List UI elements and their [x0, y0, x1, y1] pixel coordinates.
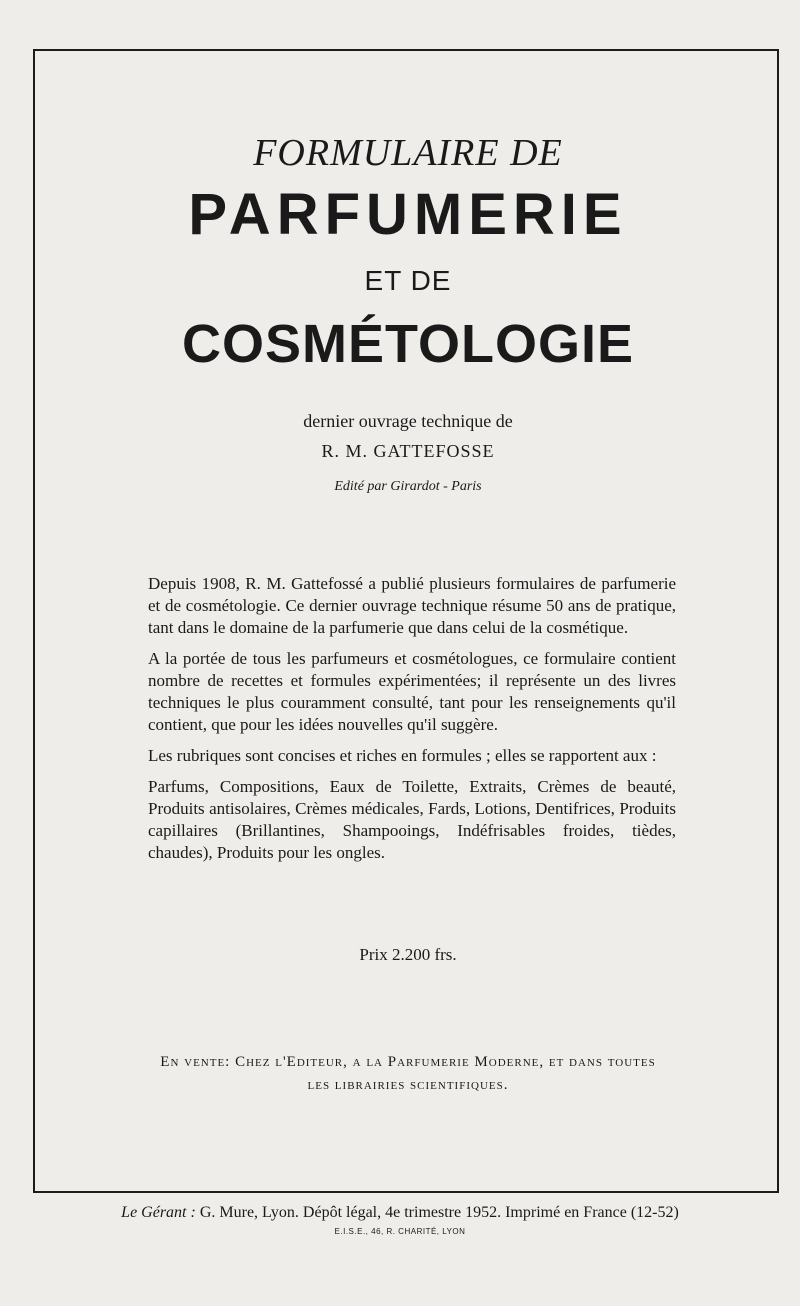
footer-text: G. Mure, Lyon. Dépôt légal, 4e trimestre 1952. Imprimé en France (12-52): [199, 1204, 679, 1221]
sale-notice: [95, 1051, 721, 1097]
title-line-2: PARFUMERIE: [188, 182, 628, 247]
subtitle: dernier ouvrage technique de: [303, 411, 513, 431]
author: R. M. GATTEFOSSE: [321, 441, 495, 461]
paragraph: A la portée de tous les parfumeurs et cosmétologues, ce formulaire contient nombre de recettes et formules expérimentées; il représente un des livres techniques le plus couramment consulté, tant pour les renseignements qu'il contient, que pour les idées nouvelles qu'il suggère.: [148, 649, 676, 734]
title-line-3: ET DE: [364, 265, 452, 296]
footer: [0, 1204, 800, 1222]
body-text: [148, 573, 676, 873]
title-line-1: FORMULAIRE DE: [253, 132, 563, 174]
gerant-label: Le Gérant :: [121, 1204, 196, 1221]
page-frame: [33, 49, 779, 1193]
paragraph: Depuis 1908, R. M. Gattefossé a publié plusieurs formulaires de parfumerie et de cosmétologie. Ce dernier ouvrage technique résume 50 ans de pratique, tant dans le domaine de la parfumerie que dans celui de la cosmétique.: [148, 574, 676, 637]
sale-line-1: En vente: Chez l'Editeur, a la Parfumerie Moderne, et dans toutes: [160, 1054, 656, 1070]
sale-line-2: les librairies scientifiques.: [307, 1077, 509, 1093]
title-line-4: COSMÉTOLOGIE: [181, 314, 635, 374]
paragraph: Parfums, Compositions, Eaux de Toilette, Extraits, Crèmes de beauté, Produits antisolaires, Crèmes médicales, Fards, Lotions, Dentifrices, Produits capillaires (Brillantines, Shampooings, Indéfrisables froides, tièdes, chaudes), Produits pour les ongles.: [148, 777, 676, 862]
price: Prix 2.200 frs.: [359, 945, 457, 964]
publisher: Edité par Girardot - Paris: [334, 479, 482, 494]
paragraph: Les rubriques sont concises et riches en formules ; elles se rapportent aux :: [148, 746, 657, 765]
imprint: E.I.S.E., 46, R. CHARITÉ, LYON: [334, 1227, 466, 1236]
